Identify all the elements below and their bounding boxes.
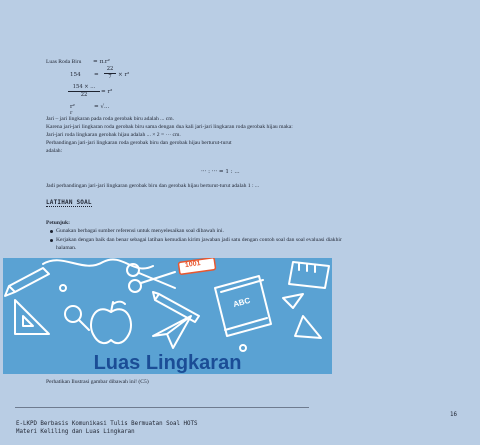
accent-ruler-label: 1001 bbox=[184, 259, 201, 270]
paragraph-line-6: Jadi perbandingan jari-jari lingkaran gerobak biru dan gerobak hijau berturut-turut adalah 1 : ... bbox=[46, 183, 260, 189]
bullet-1-icon bbox=[50, 230, 53, 233]
heading-underline bbox=[46, 206, 92, 207]
bullet-2-icon bbox=[50, 239, 53, 242]
line3-frac-num: 154 × ... bbox=[72, 84, 96, 90]
triangle-doodle-icon bbox=[295, 316, 321, 338]
line2-tail: × r² bbox=[118, 72, 130, 78]
line2-fraction bbox=[104, 66, 116, 80]
illustration-caption: Perhatikan Ilustrasi gambar dibawah ini! (C5) bbox=[46, 379, 149, 385]
apple-icon bbox=[91, 302, 131, 343]
book-label: ABC bbox=[232, 295, 252, 310]
line1-equation: = π.r² bbox=[93, 59, 110, 65]
instruction-2: Kerjakan dengan baik dan benar sebagai latihan kemudian kirim jawaban jadi satu dengan contoh soal dan soal evaluasi diakhir bbox=[56, 237, 342, 243]
line3-frac-den: 22 bbox=[80, 92, 88, 98]
line4-extra: r bbox=[70, 110, 73, 116]
paragraph-line-2: Karena jari-jari lingkaran roda gerobak biru sama dengan dua kali jari-jari lingkaran roda gerobak hijau maka: bbox=[46, 124, 293, 130]
banner-title: Luas Lingkaran bbox=[93, 352, 242, 374]
footer-line-1: E-LKPD Berbasis Komunikasi Tulis Bermuatan Soal HOTS bbox=[16, 421, 198, 427]
footer-divider bbox=[15, 407, 309, 408]
line1-label: Luas Roda Biru bbox=[46, 59, 82, 65]
illustration-banner bbox=[3, 258, 332, 374]
line4-equation: = √... bbox=[94, 104, 110, 110]
paper-plane-icon bbox=[153, 316, 191, 348]
paragraph-line-4: Perbandingan jari-jari lingkaran roda gerobak biru dan gerobak hijau berturut-turut bbox=[46, 140, 232, 146]
petunjuk-label: Petunjuk: bbox=[46, 220, 70, 226]
line2-frac-den: 7 bbox=[108, 74, 112, 80]
ruler-icon bbox=[289, 262, 329, 288]
line2-left: 154 bbox=[70, 72, 81, 78]
ratio-equation: ··· : ··· = 1 : ... bbox=[201, 169, 240, 175]
paragraph-line-3: Jari-jari roda lingkaran gerobak hijau adalah ... × 2 = ··· cm. bbox=[46, 132, 181, 138]
line4-left: r² bbox=[70, 104, 75, 110]
paragraph-line-5: adalah: bbox=[46, 148, 63, 154]
paragraph-line-1: Jari – jari lingkaran pada roda gerobak biru adalah ... cm. bbox=[46, 116, 174, 122]
instruction-2-cont: halaman. bbox=[56, 245, 77, 251]
triangle-ruler-icon bbox=[15, 300, 49, 334]
line3-fraction bbox=[68, 84, 100, 98]
line3-tail: = r² bbox=[101, 89, 113, 95]
line2-eq-sign: = bbox=[94, 72, 99, 78]
circle-doodle-icon bbox=[60, 285, 66, 291]
line2-frac-num: 22 bbox=[106, 66, 114, 72]
circle-doodle-2-icon bbox=[240, 345, 246, 351]
plane-doodle-icon bbox=[283, 294, 303, 308]
latihan-soal-heading: LATIHAN SOAL bbox=[46, 199, 92, 206]
pencil-icon bbox=[5, 268, 49, 296]
pencil-2-icon bbox=[153, 292, 199, 322]
instruction-1: Gunakan berbagai sumber referensi untuk menyelesaikan soal dibawah ini. bbox=[56, 228, 224, 234]
footer-line-2: Materi Keliling dan Luas Lingkaran bbox=[16, 429, 135, 435]
scissors-icon bbox=[127, 264, 175, 292]
magnifier-icon bbox=[65, 306, 89, 330]
page-number: 16 bbox=[450, 412, 457, 418]
